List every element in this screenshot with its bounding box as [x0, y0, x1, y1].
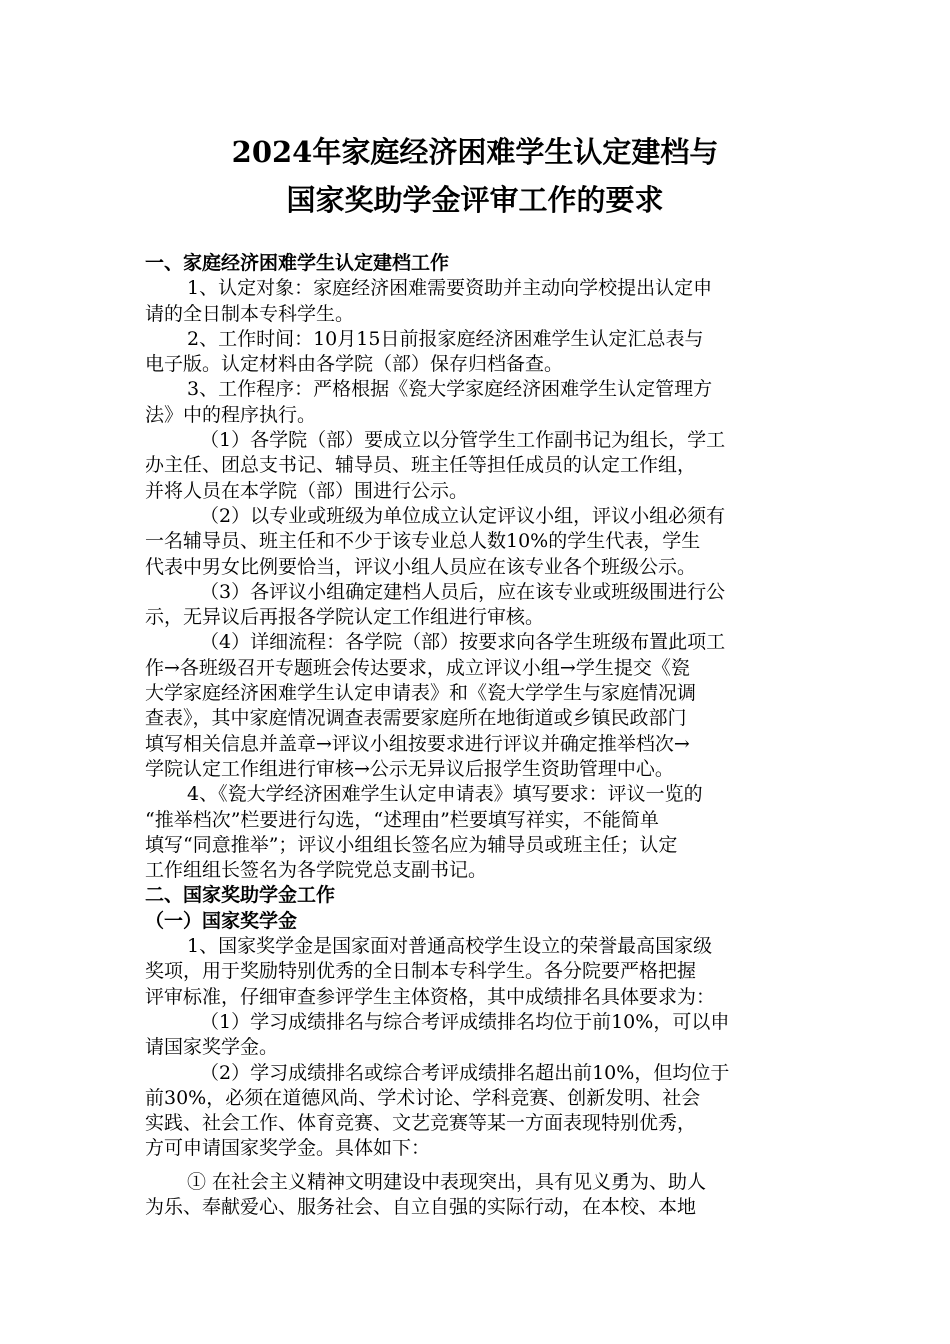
paragraph-line: 为乐、奉献爱心、服务社会、自立自强的实际行动，在本校、本地 — [145, 1195, 697, 1218]
paragraph-line: 示，无异议后再报各学院认定工作组进行审核。 — [145, 606, 545, 629]
paragraph-line: ① 在社会主义精神文明建设中表现突出，具有见义勇为、助人 — [187, 1170, 707, 1193]
section-heading-2: 二、国家奖助学金工作 — [145, 884, 336, 907]
paragraph-line: 请国家奖学金。 — [145, 1036, 279, 1059]
paragraph-line: 填写相关信息并盖章→评议小组按要求进行评议并确定推举档次→ — [145, 732, 690, 755]
paragraph-line: （2）学习成绩排名或综合考评成绩排名超出前10%，但均位于 — [200, 1061, 730, 1084]
section-heading-1: 一、家庭经济困难学生认定建档工作 — [145, 252, 450, 274]
document-title-line-1: 2024年家庭经济困难学生认定建档与 — [231, 135, 719, 169]
paragraph-line: 请的全日制本专科学生。 — [145, 302, 355, 325]
paragraph-line: （1）各学院（部）要成立以分管学生工作副书记为组长，学工 — [200, 429, 726, 452]
document-title-line-2: 国家奖助学金评审工作的要求 — [286, 183, 664, 217]
subsection-heading-1: （一）国家奖学金 — [145, 909, 298, 932]
paragraph-line: （1）学习成绩排名与综合考评成绩排名均位于前10%，可以申 — [200, 1010, 730, 1033]
paragraph-line: 方可申请国家奖学金。具体如下： — [145, 1137, 431, 1160]
paragraph-line: 并将人员在本学院（部）围进行公示。 — [145, 479, 469, 502]
document-body — [145, 251, 805, 1220]
paragraph-line: 1、国家奖学金是国家面对普通高校学生设立的荣誉最高国家级 — [187, 935, 713, 958]
paragraph-line: 作→各班级召开专题班会传达要求，成立评议小组→学生提交《瓷 — [145, 656, 690, 679]
paragraph-gap — [145, 1162, 805, 1170]
paragraph-line: 评审标准，仔细审查参评学生主体资格，其中成绩排名具体要求为： — [145, 985, 716, 1008]
paragraph-line: （2）以专业或班级为单位成立认定评议小组，评议小组必须有 — [200, 504, 726, 527]
paragraph-line: 填写“同意推举”；评议小组组长签名应为辅导员或班主任；认定 — [145, 833, 678, 856]
paragraph-line: （4）详细流程：各学院（部）按要求向各学生班级布置此项工 — [200, 631, 726, 654]
paragraph-line: 法》中的程序执行。 — [145, 403, 317, 426]
paragraph-line: 大学家庭经济困难学生认定申请表》和《瓷大学学生与家庭情况调 — [145, 682, 697, 705]
paragraph-line: 实践、社会工作、体育竞赛、文艺竞赛等某一方面表现特别优秀， — [145, 1112, 697, 1135]
paragraph-line: 工作组组长签名为各学院党总支副书记。 — [145, 859, 488, 882]
paragraph-line: （3）各评议小组确定建档人员后，应在该专业或班级围进行公 — [200, 580, 726, 603]
paragraph-line: 1、认定对象：家庭经济困难需要资助并主动向学校提出认定申 — [187, 277, 713, 300]
paragraph-line: 奖项，用于奖励特别优秀的全日制本专科学生。各分院要严格把握 — [145, 960, 697, 983]
paragraph-line: 2、工作时间：10月15日前报家庭经济困难学生认定汇总表与 — [187, 327, 704, 350]
paragraph-line: 3、工作程序：严格根据《瓷大学家庭经济困难学生认定管理方 — [187, 378, 713, 401]
paragraph-line: 办主任、团总支书记、辅导员、班主任等担任成员的认定工作组， — [145, 454, 697, 477]
paragraph-line: 代表中男女比例要恰当，评议小组人员应在该专业各个班级公示。 — [145, 555, 697, 578]
paragraph-line: 查表》，其中家庭情况调查表需要家庭所在地街道或乡镇民政部门 — [145, 707, 687, 730]
paragraph-line: 一名辅导员、班主任和不少于该专业总人数10%的学生代表，学生 — [145, 530, 701, 553]
paragraph-line: 电子版。认定材料由各学院（部）保存归档备查。 — [145, 353, 564, 376]
paragraph-line: 4、《瓷大学经济困难学生认定申请表》填写要求：评议一览的 — [187, 783, 703, 806]
paragraph-line: 学院认定工作组进行审核→公示无异议后报学生资助管理中心。 — [145, 757, 674, 780]
paragraph-line: 前30%，必须在道德风尚、学术讨论、学科竞赛、创新发明、社会 — [145, 1086, 701, 1109]
paragraph-line: “推举档次”栏要进行勾选，“述理由”栏要填写祥实，不能简单 — [145, 808, 659, 831]
